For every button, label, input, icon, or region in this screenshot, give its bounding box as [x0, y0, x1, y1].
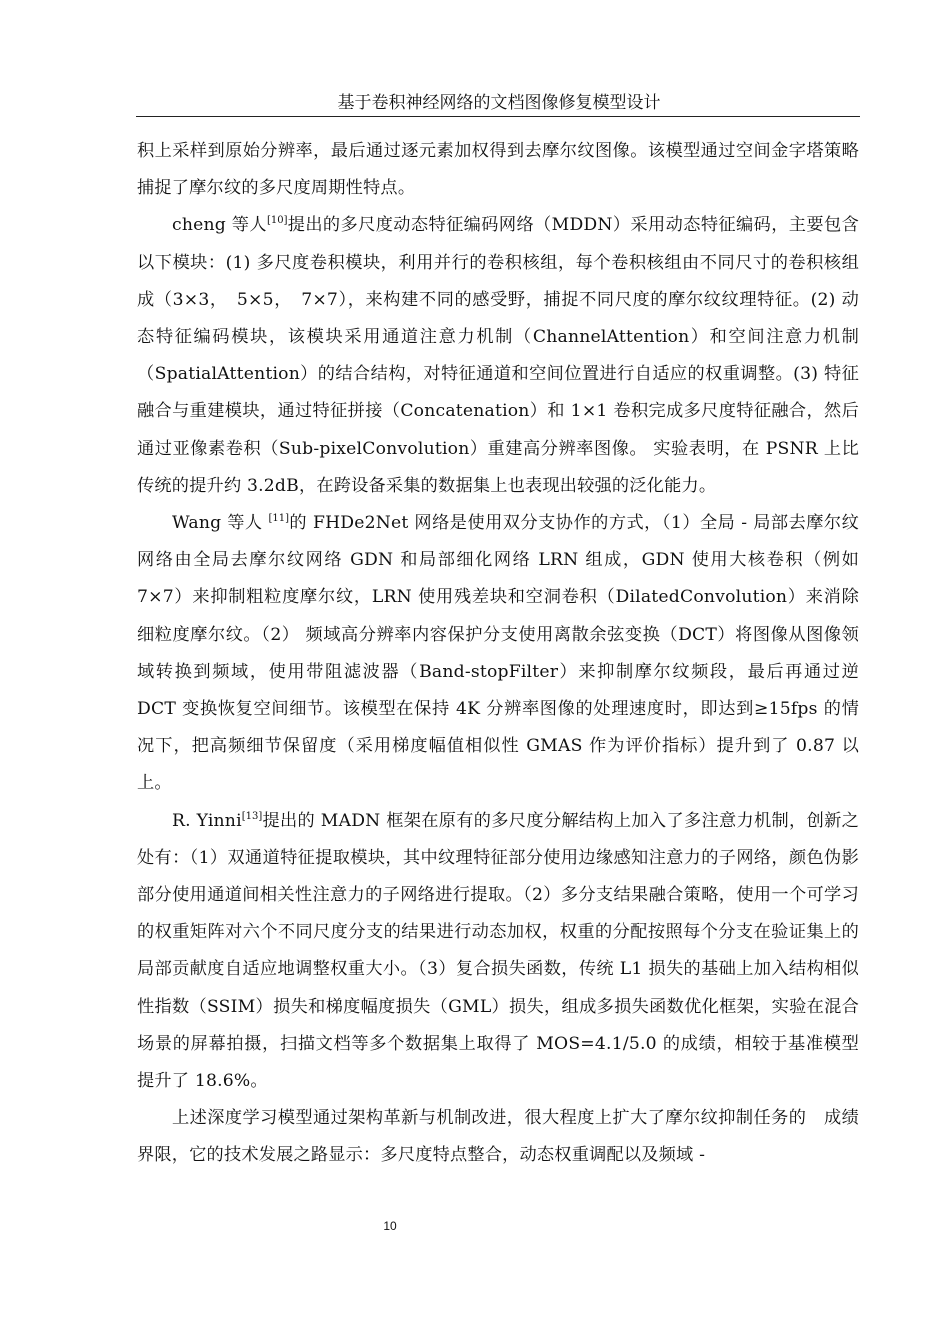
- paragraph-text: 上述深度学习模型通过架构革新与机制改进，很大程度上扩大了摩尔纹抑制任务的 成绩界限，它的技术发展之路显示：多尺度特点整合，动态权重调配以及频域 -: [137, 1108, 859, 1166]
- paragraph-text: 提出的 MADN 框架在原有的多尺度分解结构上加入了多注意力机制，创新之处有：（1）双通道特征提取模块，其中纹理特征部分使用边缘感知注意力的子网络，颜色伪影部分使用通道间相关性注意力的子网络进行提取。（2）多分支结果融合策略，使用一个可学习的权重矩阵对六个不同尺度分支的结果进行动态加权，权重的分配按照每个分支在验证集上的局部贡献度自适应地调整权重大小。（3）复合损失函数，传统 L1 损失的基础上加入结构相似性指数（SSIM）损失和梯度幅度损失（GML）损失，组成多损失函数优化框架，实验在混合场景的屏幕拍摄，扫描文档等多个数据集上取得了 MOS=4.1/5.0 的成绩，相较于基准模型提升了 18.6%。: [137, 810, 859, 1092]
- paragraph-madn: [137, 803, 859, 1101]
- running-header: 基于卷积神经网络的文档图像修复模型设计: [337, 93, 661, 113]
- citation-ref: [13]: [241, 810, 263, 822]
- paragraph-mddn: [137, 207, 859, 505]
- paragraph-text: 的 FHDe2Net 网络是使用双分支协作的方式，（1）全局 - 局部去摩尔纹网络由全局去摩尔纹网络 GDN 和局部细化网络 LRN 组成，GDN 使用大核卷积（例如 7×7）来抑制粗粒度摩尔纹，LRN 使用残差块和空洞卷积（DilatedConvolution）来消除细粒度摩尔纹。（2） 频域高分辨率内容保护分支使用离散余弦变换（DCT）将图像从图像领域转换到频域，使用带阻滤波器（Band-stopFilter）来抑制摩尔纹频段，最后再通过逆 DCT 变换恢复空间细节。该模型在保持 4K 分辨率图像的处理速度时，即达到≥15fps 的情况下，把高频细节保留度（采用梯度幅值相似性 GMAS 作为评价指标）提升到了 0.87 以上。: [137, 513, 859, 794]
- header-rule: [136, 116, 860, 117]
- body-text: [137, 133, 859, 1175]
- page-number: 10: [383, 1219, 397, 1233]
- citation-ref: [10]: [267, 215, 288, 227]
- paragraph-text-lead: R. Yinni: [172, 810, 242, 831]
- paragraph-fhde2net: [137, 505, 859, 803]
- paragraph-summary: [137, 1100, 859, 1174]
- citation-ref: [11]: [268, 513, 290, 525]
- paragraph-text: 提出的多尺度动态特征编码网络（MDDN）采用动态特征编码，主要包含以下模块：(1) 多尺度卷积模块，利用并行的卷积核组，每个卷积核组由不同尺寸的卷积核组成（3×3， 5×5， 7×7），来构建不同的感受野，捕捉不同尺度的摩尔纹纹理特征。(2) 动态特征编码模块，该模块采用通道注意力机制（ChannelAttention）和空间注意力机制（SpatialAttention）的结合结构，对特征通道和空间位置进行自适应的权重调整。(3) 特征融合与重建模块，通过特征拼接（Concatenation）和 1×1 卷积完成多尺度特征融合，然后通过亚像素卷积（Sub-pixelConvolution）重建高分辨率图像。 实验表明，在 PSNR 上比传统的提升约 3.2dB，在跨设备采集的数据集上也表现出较强的泛化能力。: [137, 215, 859, 496]
- paragraph-text-lead: Wang 等人: [172, 513, 269, 534]
- paragraph-continuation: [137, 133, 859, 207]
- paragraph-text: 积上采样到原始分辨率，最后通过逐元素加权得到去摩尔纹图像。该模型通过空间金字塔策略捕捉了摩尔纹的多尺度周期性特点。: [137, 141, 859, 199]
- paragraph-text-lead: cheng 等人: [172, 215, 267, 236]
